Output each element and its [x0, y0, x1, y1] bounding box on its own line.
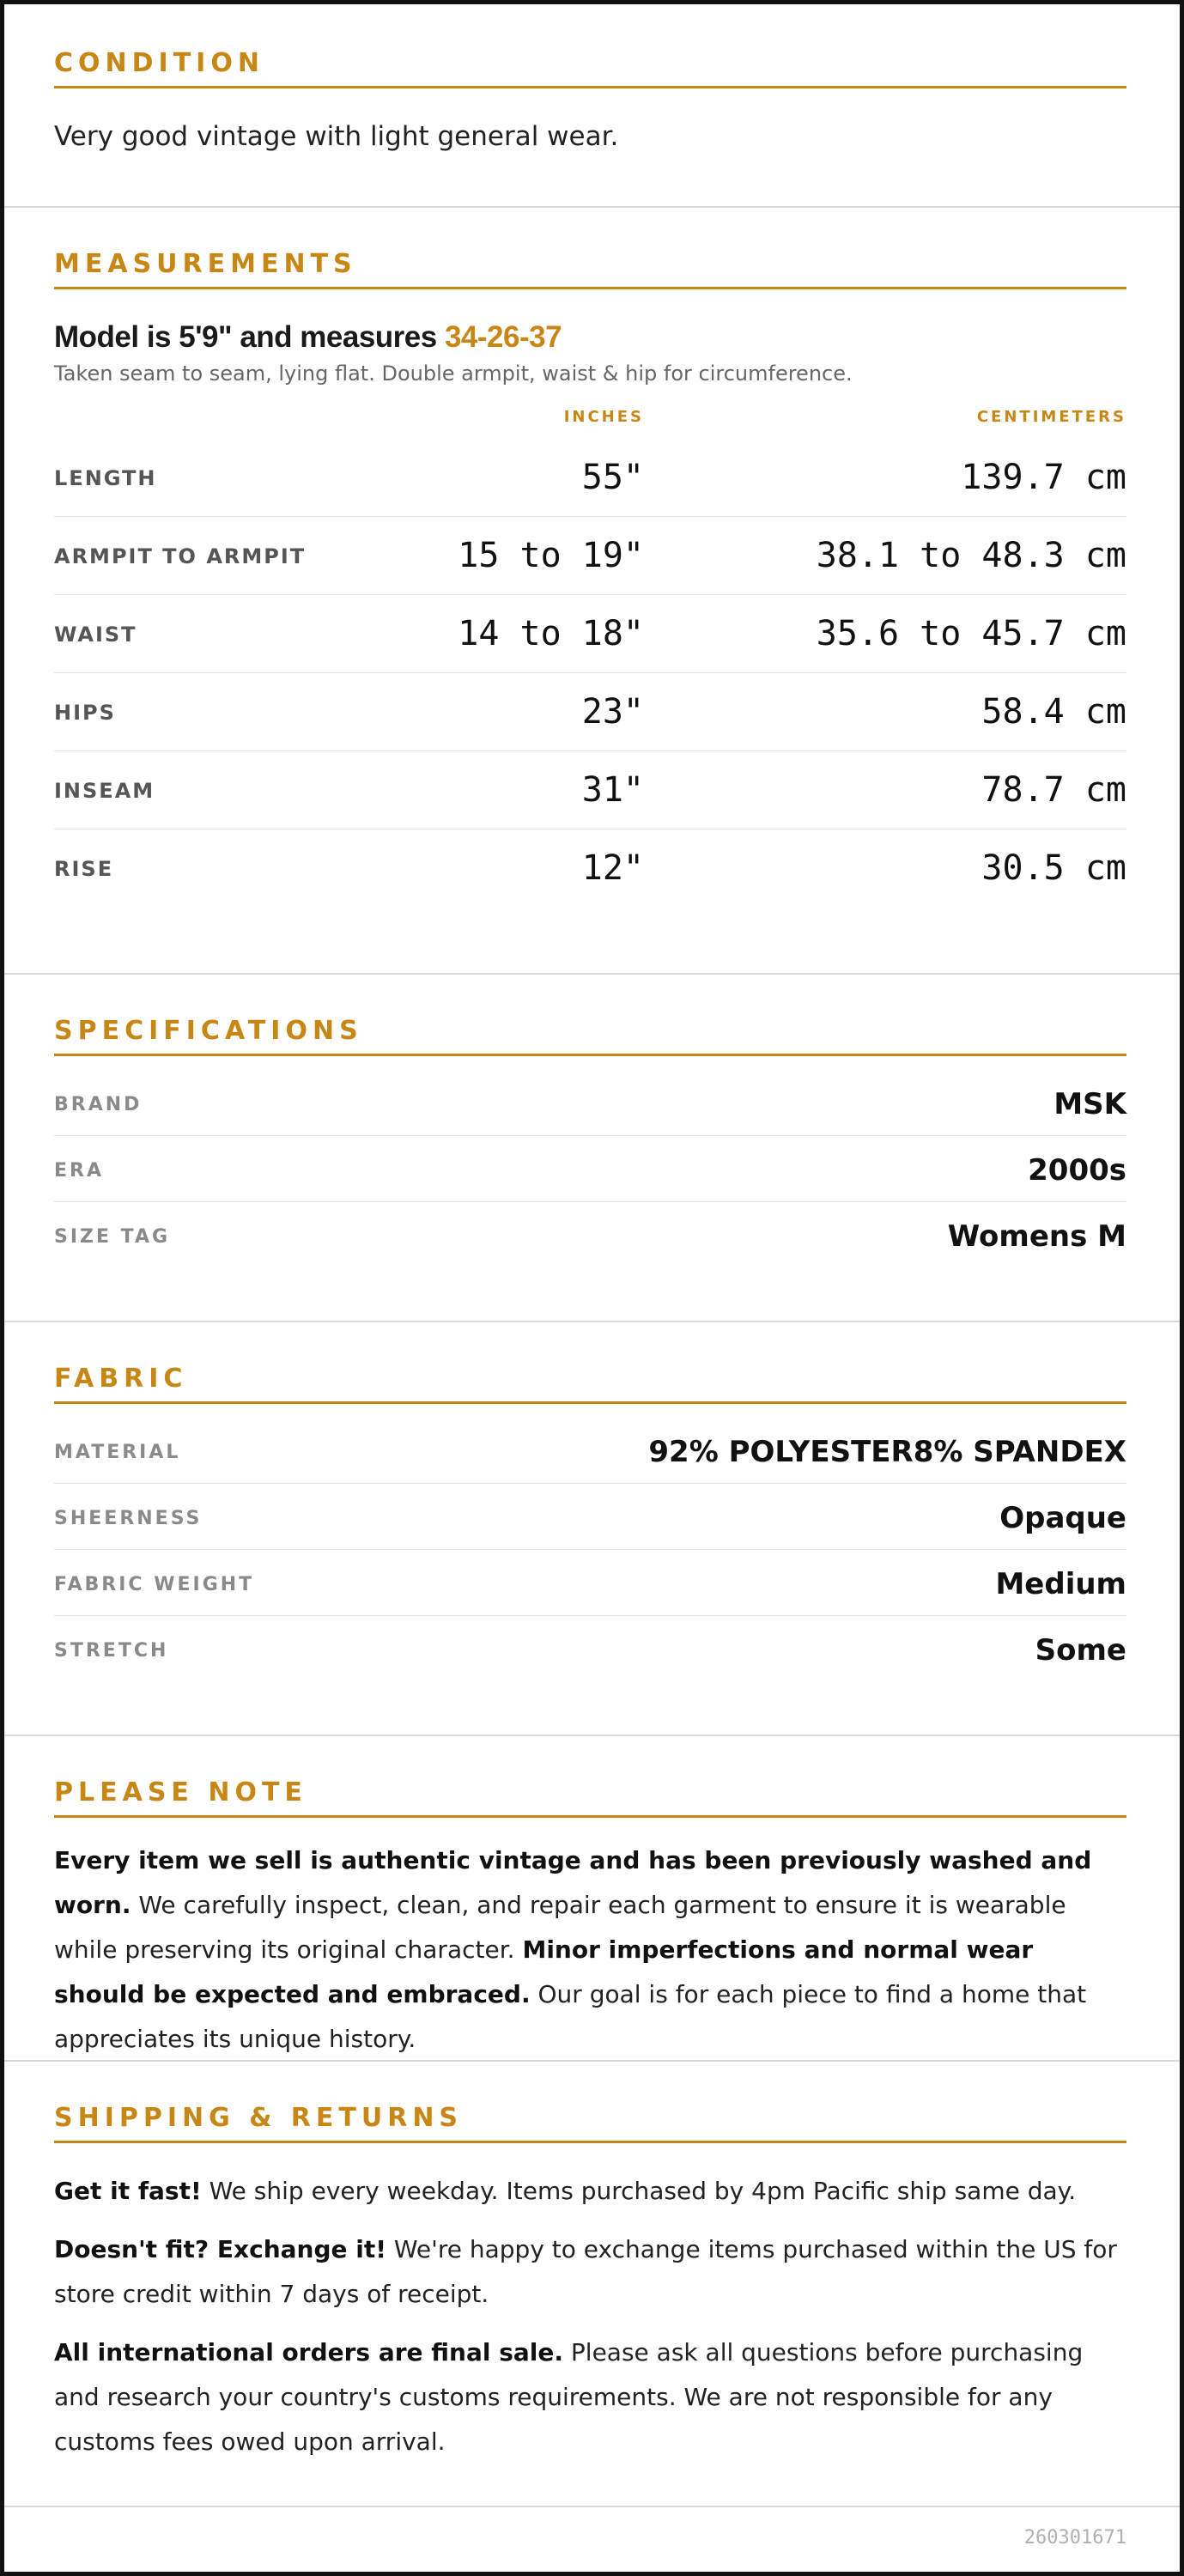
exchange-text: We're happy to exchange items purchased within the US for store credit within 7 days of receipt. [54, 2235, 1117, 2308]
shipping-title: SHIPPING & RETURNS [54, 2100, 1126, 2143]
fabric-row [54, 1418, 1126, 1484]
note-text-1: We carefully inspect, clean, and repair each garment to ensure it is wearable while preserving its original character. [54, 1891, 1066, 1964]
measurement-row [54, 751, 1126, 829]
international-bold: All international orders are final sale. [54, 2338, 564, 2366]
shipping-returns-section [4, 2062, 1180, 2507]
measurement-label: ARMPIT TO ARMPIT [54, 544, 307, 568]
inches-header: INCHES [563, 408, 644, 426]
spec-row [54, 1070, 1126, 1136]
exchange-bold: Doesn't fit? Exchange it! [54, 2235, 386, 2263]
measurement-cm: 78.7 cm [981, 770, 1126, 810]
exchange-paragraph [54, 2227, 1126, 2317]
fabric-section [4, 1322, 1180, 1736]
spec-row [54, 1202, 1126, 1268]
measurement-cm: 35.6 to 45.7 cm [816, 614, 1126, 653]
measurement-cm: 58.4 cm [981, 692, 1126, 732]
fabric-label: SHEERNESS [54, 1508, 203, 1529]
specifications-section [4, 975, 1180, 1322]
international-text: Please ask all questions before purchasing and research your country's customs requirements. We are not responsible for any customs fees owed upon arrival. [54, 2338, 1084, 2456]
measurement-inches: 15 to 19" [458, 536, 644, 575]
spec-rows [54, 1070, 1126, 1268]
measurements-title: MEASUREMENTS [54, 246, 1126, 289]
spec-value: MSK [1053, 1087, 1126, 1121]
fabric-row [54, 1484, 1126, 1550]
spec-row [54, 1136, 1126, 1202]
fabric-value: Opaque [999, 1501, 1126, 1535]
measurement-row [54, 829, 1126, 908]
specifications-title: SPECIFICATIONS [54, 1013, 1126, 1056]
measurement-row [54, 595, 1126, 673]
measurement-cm: 139.7 cm [961, 458, 1126, 497]
measurement-cm: 30.5 cm [981, 848, 1126, 888]
model-prefix: Model is 5'9" and measures [54, 320, 445, 354]
condition-section [4, 4, 1180, 208]
measurement-inches: 12" [581, 848, 644, 888]
fabric-rows [54, 1418, 1126, 1682]
measurement-label: INSEAM [54, 779, 155, 803]
condition-text: Very good vintage with light general wear. [54, 121, 619, 152]
measurement-inches: 23" [581, 692, 644, 732]
fabric-value: Some [1035, 1633, 1126, 1668]
measurement-row [54, 517, 1126, 595]
centimeters-header: CENTIMETERS [976, 408, 1126, 426]
sku-number: 260301671 [1023, 2527, 1126, 2549]
spec-label: BRAND [54, 1094, 143, 1115]
measurement-row [54, 439, 1126, 517]
fabric-value: 92% POLYESTER8% SPANDEX [648, 1435, 1126, 1469]
fabric-value: Medium [995, 1567, 1126, 1601]
measurement-label: WAIST [54, 623, 137, 647]
international-paragraph [54, 2330, 1126, 2464]
note-bold-2: Minor imperfections and normal wear should be expected and embraced. [54, 1935, 1034, 2008]
fabric-label: STRETCH [54, 1640, 169, 1662]
measurement-inches: 55" [581, 458, 644, 497]
measurement-label: LENGTH [54, 466, 157, 490]
model-line [54, 320, 1126, 355]
condition-title: CONDITION [54, 46, 1126, 88]
spec-value: Womens M [947, 1219, 1126, 1254]
measurement-inches: 14 to 18" [458, 614, 644, 653]
shipping-bold: Get it fast! [54, 2177, 202, 2205]
note-text-2: Our goal is for each piece to find a home that appreciates its unique history. [54, 1980, 1087, 2053]
fabric-title: FABRIC [54, 1361, 1126, 1404]
measurement-label: RISE [54, 857, 114, 881]
please-note-section [4, 1736, 1180, 2062]
fabric-label: FABRIC WEIGHT [54, 1574, 255, 1595]
model-measures: 34-26-37 [444, 320, 562, 354]
measurement-column-headers [54, 408, 1126, 439]
measurement-inches: 31" [581, 770, 644, 810]
spec-label: SIZE TAG [54, 1226, 171, 1248]
spec-value: 2000s [1028, 1153, 1126, 1188]
note-bold-1: Every item we sell is authentic vintage and has been previously washed and worn. [54, 1846, 1092, 1919]
please-note-text [54, 1838, 1126, 2062]
measurement-row [54, 673, 1126, 751]
measurement-rows [54, 439, 1126, 908]
measurements-subtitle: Taken seam to seam, lying flat. Double armpit, waist & hip for circumference. [54, 361, 853, 386]
spec-label: ERA [54, 1160, 104, 1182]
shipping-text: We ship every weekday. Items purchased by 4pm Pacific ship same day. [201, 2177, 1077, 2205]
fabric-row [54, 1550, 1126, 1616]
measurements-section [4, 208, 1180, 975]
fabric-label: MATERIAL [54, 1442, 181, 1463]
shipping-paragraph [54, 2169, 1126, 2214]
fabric-row [54, 1616, 1126, 1682]
measurement-label: HIPS [54, 701, 116, 725]
please-note-title: PLEASE NOTE [54, 1775, 1126, 1818]
measurement-cm: 38.1 to 48.3 cm [816, 536, 1126, 575]
